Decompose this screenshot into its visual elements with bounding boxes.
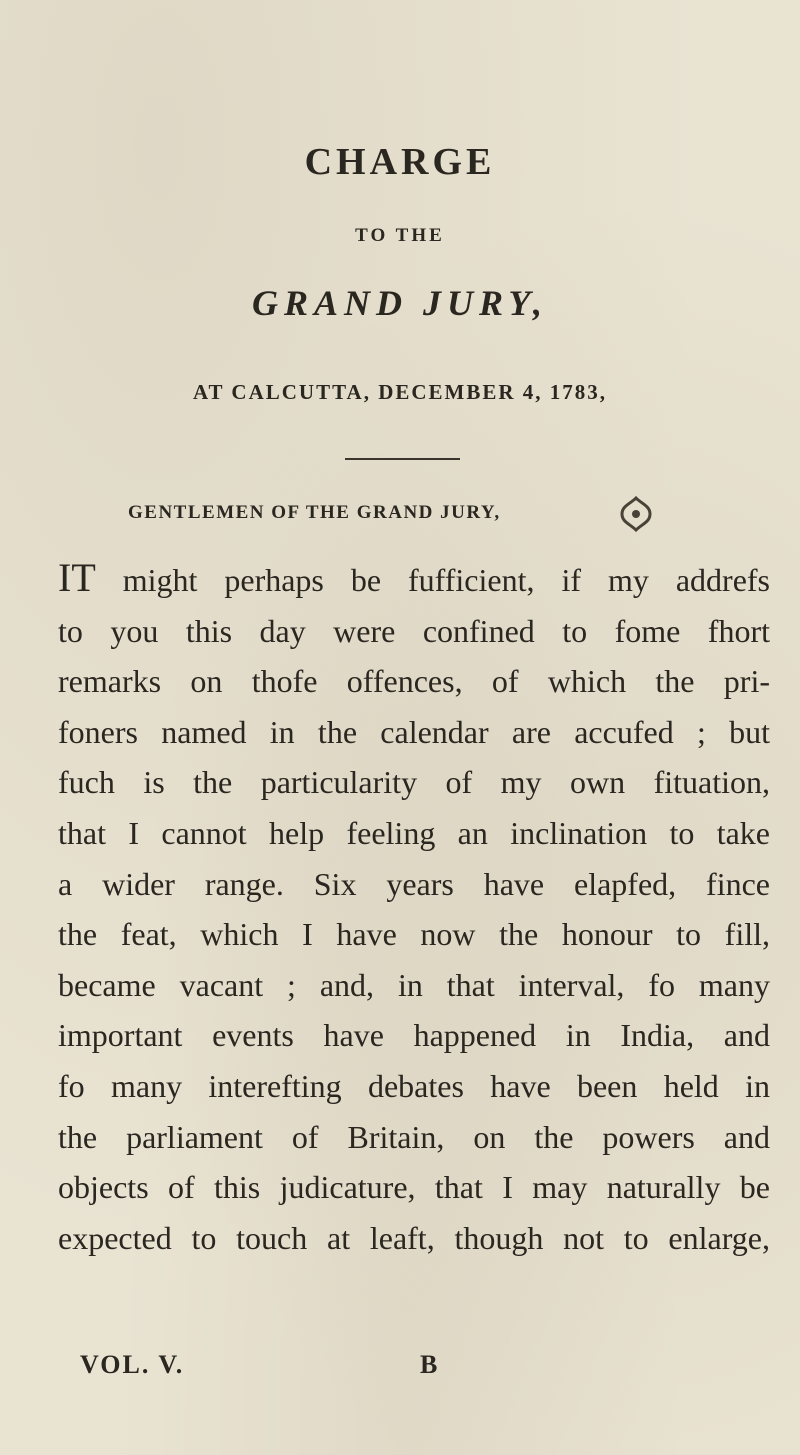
text-line-5: that I cannot help feeling an inclination to take [58,814,770,851]
divider-rule [345,458,460,460]
text-line-10: fo many interefting debates have been held in [58,1067,770,1104]
text-line-3: foners named in the calendar are accufed ; but [58,713,770,750]
text-line-7: the feat, which I have now the honour to fill, [58,916,770,953]
addressee-heading: GRAND JURY, [251,283,549,323]
text-line-12: objects of this judicature, that I may naturally be [58,1169,770,1206]
salutation: GENTLEMEN OF THE GRAND JURY, [128,502,501,523]
body-paragraph [58,553,770,1263]
text-line-2: remarks on thofe offences, of which the pri- [58,663,770,700]
text-line-11: the parliament of Britain, on the powers and [58,1118,770,1155]
text-line-13: expected to touch at leaft, though not to enlarge, [58,1219,770,1256]
place-date-line: AT CALCUTTA, DECEMBER 4, 1783, [192,380,608,404]
subtitle-to-the: TO THE [355,225,445,246]
drop-cap: IT [58,555,96,600]
printer-ornament-icon [616,494,656,534]
title: CHARGE [304,141,496,183]
page-footer [80,1350,500,1380]
text-line-0: might perhaps be fufficient, if my addrefs [95,562,770,598]
volume-label: VOL. V. [80,1350,185,1379]
text-line-8: became vacant ; and, in that interval, fo many [58,966,770,1003]
text-line [58,553,770,606]
signature-mark: B [420,1350,440,1379]
text-line-6: a wider range. Six years have elapfed, fince [58,865,770,902]
text-line-9: important events have happened in India, and [58,1017,770,1054]
text-line-4: fuch is the particularity of my own fituation, [58,764,770,801]
text-line-1: to you this day were confined to fome fhort [58,612,770,649]
